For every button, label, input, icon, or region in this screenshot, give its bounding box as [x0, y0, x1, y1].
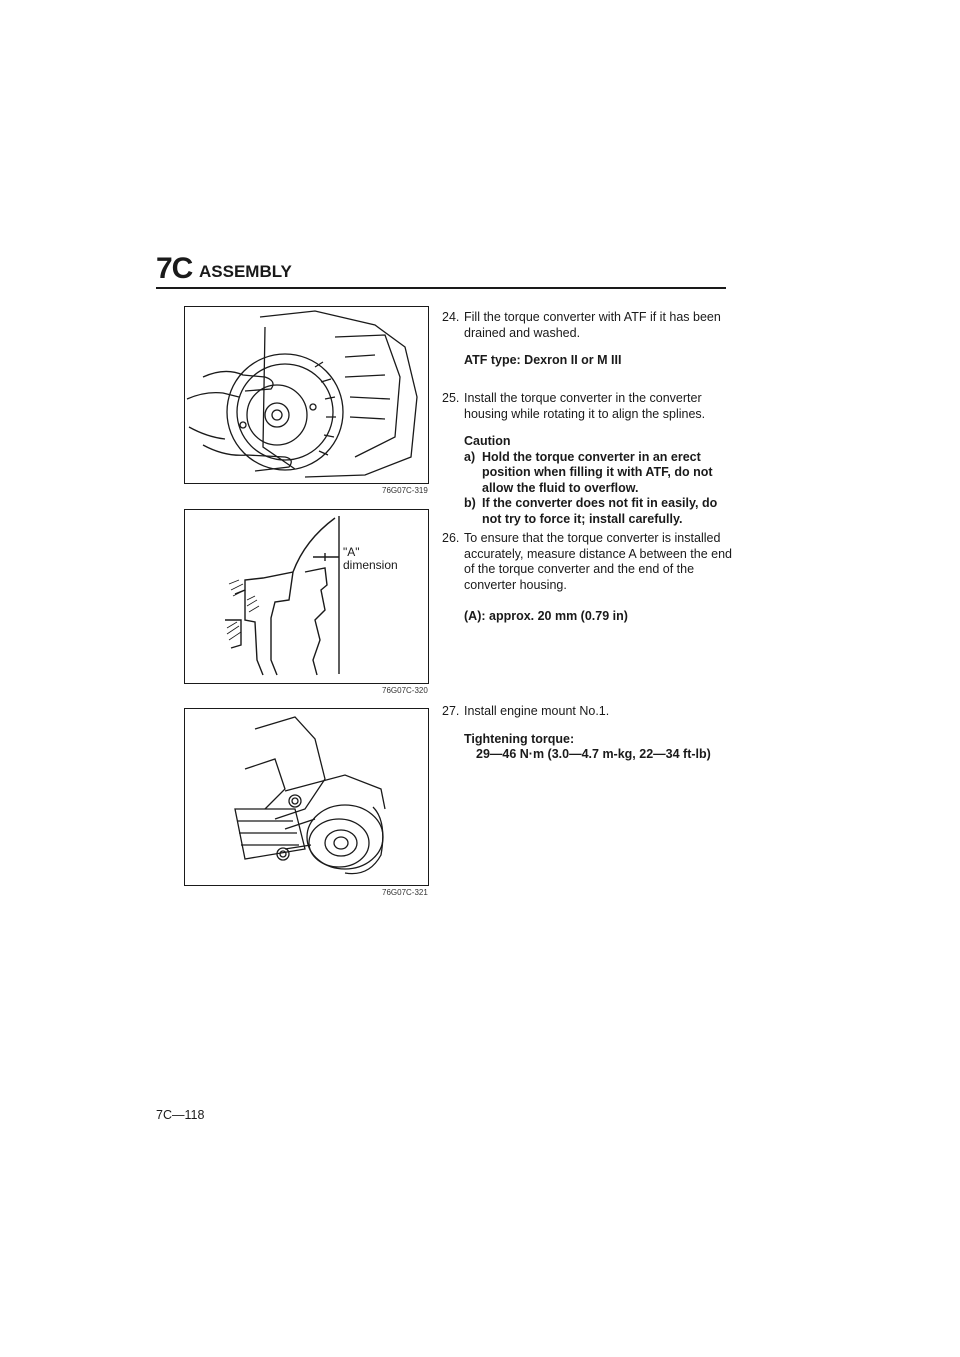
step-27-text: Install engine mount No.1. [464, 704, 610, 718]
step-26 [442, 531, 732, 625]
tightening-torque-value: 29—46 N·m (3.0—4.7 m-kg, 22—34 ft-lb) [476, 747, 711, 761]
step-24 [442, 310, 732, 369]
step-24-number: 24. [442, 310, 460, 324]
dimension-label: dimension [343, 558, 398, 572]
engine-mount-illustration [185, 709, 428, 885]
step-26-text: To ensure that the torque converter is installed accurately, measure distance A between the end of the torque converter and the end of the converter housing. [464, 531, 732, 592]
torque-converter-illustration [185, 307, 428, 483]
caution-b-text: If the converter does not fit in easily, do not try to force it; install carefully. [482, 496, 718, 526]
figure-a-dimension [184, 509, 429, 684]
figure-torque-converter-install [184, 306, 429, 484]
atf-type-spec: ATF type: Dexron II or M III [464, 353, 622, 367]
step-25-text: Install the torque converter in the converter housing while rotating it to align the splines. [464, 391, 706, 421]
caution-a-text: Hold the torque converter in an erect position when filling it with ATF, do not allow the fluid to overflow. [482, 449, 713, 495]
section-number: 7C [156, 252, 193, 285]
step-26-number: 26. [442, 531, 460, 545]
tightening-torque-title: Tightening torque: [464, 731, 575, 746]
step-25 [442, 391, 732, 527]
a-dimension-illustration [185, 510, 428, 683]
caution-b-label: b) [464, 496, 476, 510]
a-dimension-spec: (A): approx. 20 mm (0.79 in) [464, 609, 628, 623]
figure-code-320: 76G07C-320 [382, 686, 428, 695]
figure-engine-mount [184, 708, 429, 886]
caution-a-label: a) [464, 449, 476, 464]
a-label: "A" [343, 545, 360, 559]
step-24-text: Fill the torque converter with ATF if it has been drained and washed. [464, 310, 721, 340]
page-number: 7C—118 [156, 1108, 205, 1122]
step-27 [442, 704, 732, 763]
step-27-number: 27. [442, 704, 460, 718]
section-title: ASSEMBLY [199, 262, 292, 281]
header-rule [156, 287, 726, 289]
figure-code-321: 76G07C-321 [382, 888, 428, 897]
figure-code-319: 76G07C-319 [382, 486, 428, 495]
step-25-number: 25. [442, 391, 460, 405]
caution-title: Caution [464, 434, 511, 448]
